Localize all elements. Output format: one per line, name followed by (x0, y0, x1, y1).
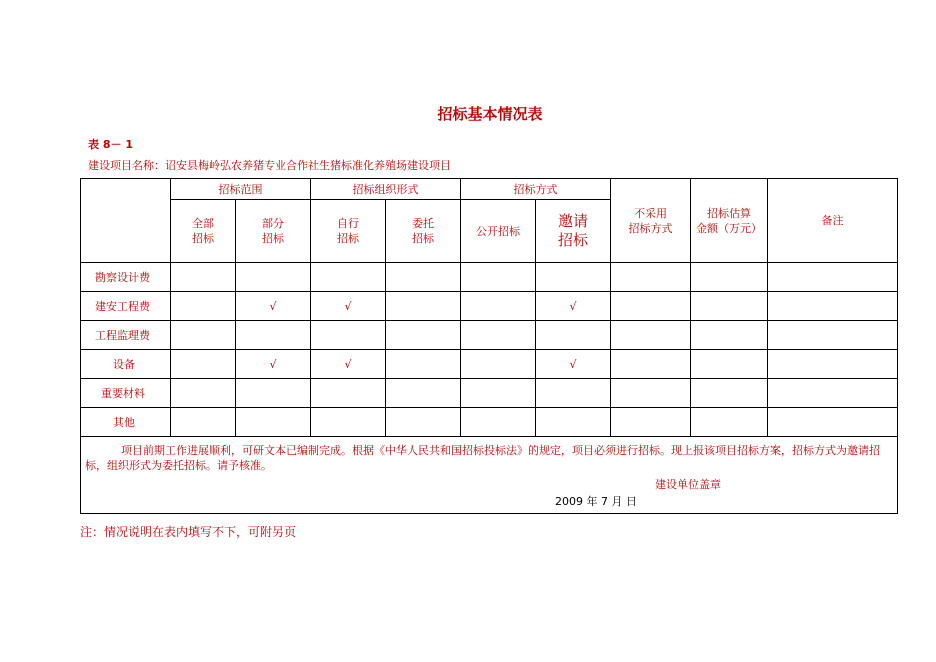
cell-no-bid (611, 321, 691, 350)
header-remark: 备注 (768, 179, 898, 263)
cell-scope-full (171, 350, 236, 379)
cell-estimate (691, 379, 768, 408)
table-row (81, 350, 898, 379)
cell-org-self: √ (311, 350, 386, 379)
header-method-open: 公开招标 (461, 200, 536, 263)
cell-method-invite (536, 379, 611, 408)
cell-no-bid (611, 350, 691, 379)
sign-date: 2009 年 7 月 日 (555, 495, 637, 508)
bidding-table (80, 178, 898, 514)
header-scope: 招标范围 (171, 179, 311, 200)
row-label: 重要材料 (81, 379, 171, 408)
situation-note (81, 437, 898, 514)
cell-remark (768, 408, 898, 437)
cell-no-bid (611, 292, 691, 321)
project-name-line (88, 157, 451, 173)
cell-method-invite (536, 263, 611, 292)
project-name: 诏安县梅岭弘农养猪专业合作社生猪标准化养殖场建设项目 (165, 159, 451, 172)
cell-scope-part (236, 263, 311, 292)
table-number: 表 8－ 1 (88, 138, 133, 151)
header-estimate: 招标估算 金额（万元） (691, 179, 768, 263)
cell-method-invite: √ (536, 350, 611, 379)
cell-scope-full (171, 379, 236, 408)
header-no-bid: 不采用 招标方式 (611, 179, 691, 263)
cell-method-invite (536, 408, 611, 437)
cell-method-open (461, 263, 536, 292)
table-row (81, 263, 898, 292)
cell-remark (768, 263, 898, 292)
note-text: 项目前期工作进展顺利，可研文本已编制完成。根据《中华人民共和国招标投标法》的规定，项目必须进行招标。现上报该项目招标方案，招标方式为邀请招标，组织形式为委托招标。请予核准。 (85, 444, 880, 472)
cell-org-self (311, 263, 386, 292)
cell-scope-full (171, 408, 236, 437)
cell-no-bid (611, 408, 691, 437)
cell-scope-full (171, 292, 236, 321)
cell-no-bid (611, 379, 691, 408)
table-row (81, 292, 898, 321)
cell-scope-part (236, 379, 311, 408)
header-org-self: 自行 招标 (311, 200, 386, 263)
cell-scope-full (171, 263, 236, 292)
table-row (81, 379, 898, 408)
cell-org-entrust (386, 321, 461, 350)
cell-method-open (461, 350, 536, 379)
cell-method-open (461, 321, 536, 350)
row-label: 勘察设计费 (81, 263, 171, 292)
cell-estimate (691, 263, 768, 292)
cell-scope-full (171, 321, 236, 350)
cell-method-invite (536, 321, 611, 350)
row-label: 其他 (81, 408, 171, 437)
header-org: 招标组织形式 (311, 179, 461, 200)
cell-org-entrust (386, 292, 461, 321)
cell-method-open (461, 408, 536, 437)
page-title: 招标基本情况表 (437, 105, 543, 123)
cell-scope-part: √ (236, 350, 311, 379)
cell-org-entrust (386, 379, 461, 408)
cell-estimate (691, 321, 768, 350)
header-method: 招标方式 (461, 179, 611, 200)
row-label: 建安工程费 (81, 292, 171, 321)
cell-estimate (691, 350, 768, 379)
table-row (81, 408, 898, 437)
header-blank (81, 179, 171, 263)
cell-remark (768, 292, 898, 321)
cell-org-self (311, 379, 386, 408)
cell-org-entrust (386, 408, 461, 437)
cell-method-open (461, 292, 536, 321)
cell-org-self: √ (311, 292, 386, 321)
cell-method-open (461, 379, 536, 408)
cell-org-entrust (386, 350, 461, 379)
sign-label: 建设单位盖章 (655, 478, 721, 491)
cell-remark (768, 379, 898, 408)
cell-estimate (691, 408, 768, 437)
cell-remark (768, 321, 898, 350)
row-label: 工程监理费 (81, 321, 171, 350)
cell-org-entrust (386, 263, 461, 292)
cell-scope-part (236, 321, 311, 350)
cell-method-invite: √ (536, 292, 611, 321)
header-method-invite: 邀请 招标 (536, 200, 611, 263)
cell-scope-part (236, 408, 311, 437)
cell-remark (768, 350, 898, 379)
cell-org-self (311, 321, 386, 350)
cell-scope-part: √ (236, 292, 311, 321)
cell-no-bid (611, 263, 691, 292)
table-row (81, 321, 898, 350)
row-label: 设备 (81, 350, 171, 379)
header-scope-full: 全部 招标 (171, 200, 236, 263)
cell-estimate (691, 292, 768, 321)
header-scope-part: 部分 招标 (236, 200, 311, 263)
project-label: 建设项目名称： (88, 159, 165, 172)
footnote: 注：情况说明在表内填写不下，可附另页 (80, 525, 297, 539)
cell-org-self (311, 408, 386, 437)
header-org-entrust: 委托 招标 (386, 200, 461, 263)
